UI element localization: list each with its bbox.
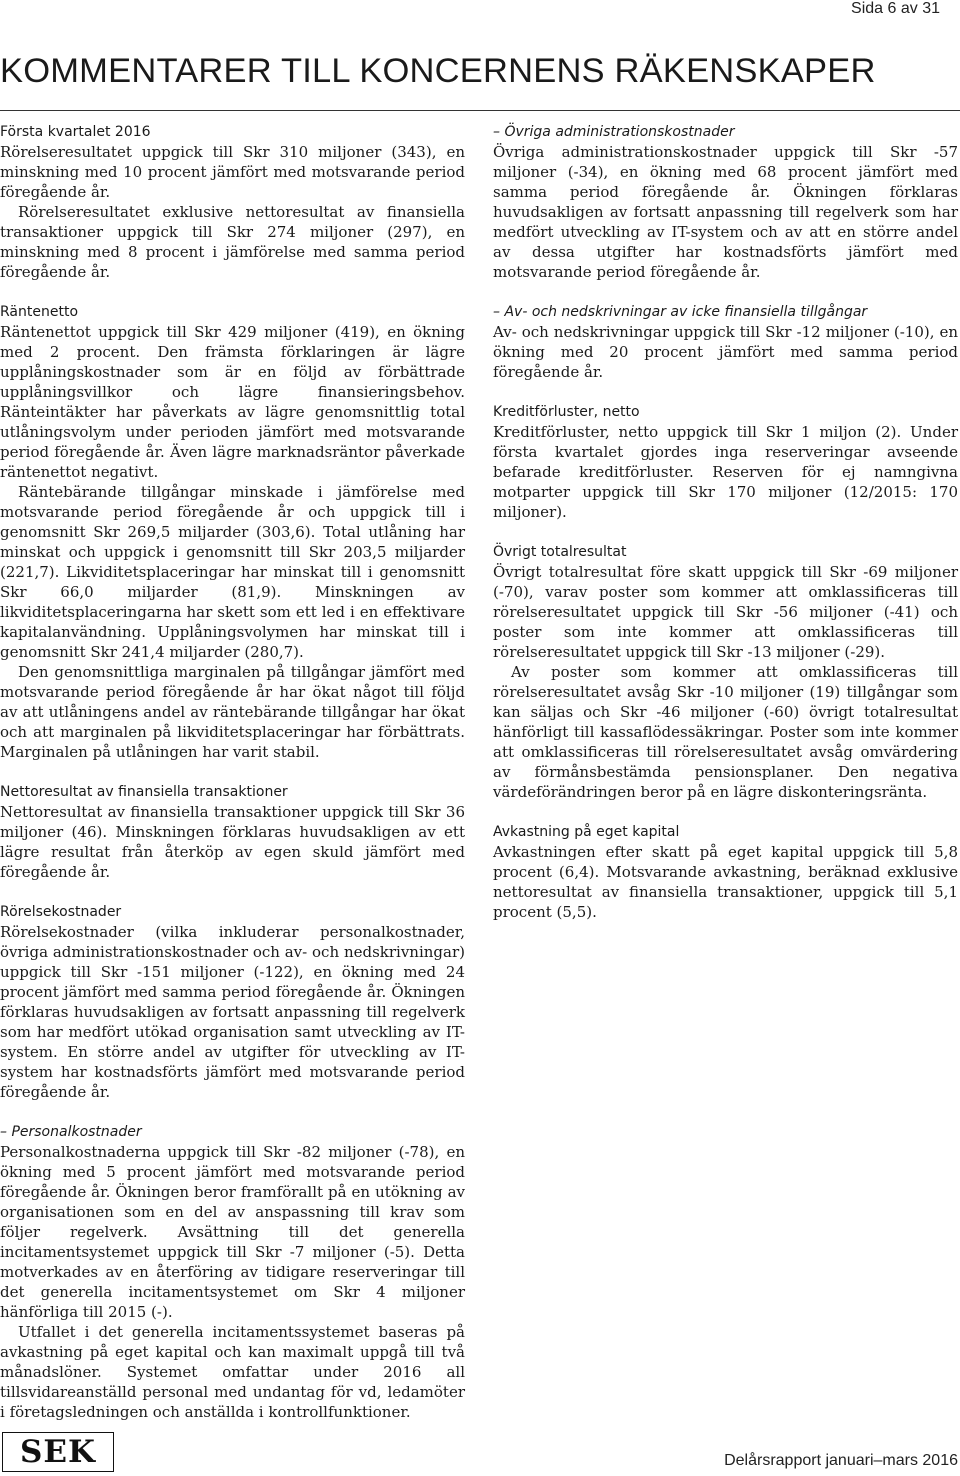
report-title: Delårsrapport januari–mars 2016 [724,1452,958,1469]
section-heading: Rörelsekostnader [0,904,122,920]
left-column [0,122,465,1422]
logo-text: SEK [20,1434,96,1470]
section-other-comprehensive-income [493,542,958,802]
paragraph: Av poster som kommer att omklassificeras till rörelseresultatet avsåg Skr -10 miljoner (19) tillgångar som kan säljas och Skr -46 miljoner (-60) övrigt totalresultat hänförligt till kassaflödessäkringar. Poster som inte kommer att omklassificeras till rörelseresultatet avsåg omvärdering av förmånsbestämda pensionsplaner. Den negativa värdeförändringen beror på en lägre diskonteringsränta. [493,663,958,801]
page-number: Sida 6 av 31 [851,0,940,17]
paragraph: Räntenettot uppgick till Skr 429 miljoner (419), en ökning med 2 procent. Den främsta förklaringen är lägre upplåningskostnader som är en följd av förbättrade upplåningsvillkor och lägre finansieringsbehov. Ränteintäkter har påverkats av lägre genomsnittlig total utlåningsvolym under perioden jämfört med motsvarande period föregående år. Även lägre marknadsräntor påverkade räntenettot negativt. [0,323,465,481]
paragraph: Övriga administrationskostnader uppgick till Skr -57 miljoner (-34), en ökning med 68 procent jämfört med samma period föregående år. Ökningen förklaras huvudsakligen av fortsatt anpassning till regelverk som har medfört utveckling av IT-system och av att en större andel av dessa utgifter har kostnadsförts jämfört med motsvarande period föregående år. [493,143,958,281]
section-personnel-expenses [0,1122,465,1422]
section-return-on-equity [493,822,958,922]
section-subheading: – Personalkostnader [0,1124,142,1140]
section-subheading: – Av- och nedskrivningar av icke finansiella tillgångar [493,304,868,320]
page-title: KOMMENTARER TILL KONCERNENS RÄKENSKAPER [0,52,876,90]
paragraph: Rörelseresultatet exklusive nettoresultat av finansiella transaktioner uppgick till Skr 274 miljoner (297), en minskning med 8 procent i jämförelse med samma period föregående år. [0,203,465,281]
section-net-interest [0,302,465,762]
paragraph: Nettoresultat av finansiella transaktioner uppgick till Skr 36 miljoner (46). Minskningen förklaras huvudsakligen av ett lägre resultat från återköp av egen skuld jämfört med föregående år. [0,803,465,881]
paragraph: Utfallet i det generella incitamentssystemet baseras på avkastning på eget kapital och kan maximalt uppgå till två månadslöner. Systemet omfattar under 2016 all tillsvidareanställd personal med undantag för vd, ledamöter i företagsledningen och anställda i kontrollfunktioner. [0,1323,465,1421]
section-credit-losses [493,402,958,522]
paragraph: Övrigt totalresultat före skatt uppgick till Skr -69 miljoner (-70), varav poster som kommer att omklassificeras till rörelseresultatet uppgick till Skr -56 miljoner (-41) och poster som inte kommer att omklassificeras till rörelseresultatet uppgick till Skr -13 miljoner (-29). [493,563,958,661]
paragraph: Rörelsekostnader (vilka inkluderar personalkostnader, övriga administrationskostnader och av- och nedskrivningar) uppgick till Skr -151 miljoner (-122), en ökning med 24 procent jämfört med samma period föregående år. Ökningen förklaras huvudsakligen av fortsatt anpassning till regelverk som har medfört utökad organisation samt utveckling av IT-system. En större andel av utgifter för utveckling av IT-system har kostnadsförts jämfört med motsvarande period föregående år. [0,923,465,1101]
section-depreciation [493,302,958,382]
section-operating-expenses [0,902,465,1102]
section-heading: Avkastning på eget kapital [493,824,680,840]
sek-logo [2,1432,114,1472]
paragraph: Rörelseresultatet uppgick till Skr 310 miljoner (343), en minskning med 10 procent jämfört med motsvarande period föregående år. [0,143,465,201]
paragraph: Den genomsnittliga marginalen på tillgångar jämfört med motsvarande period föregående år har ökat något till följd av att utlåningens andel av räntebärande tillgångar har ökat och att marginalen på likviditetsplaceringar har förbättrats. Marginalen på utlåningen har varit stabil. [0,663,465,761]
section-subheading: – Övriga administrationskostnader [493,124,735,140]
section-first-quarter [0,122,465,282]
paragraph: Avkastningen efter skatt på eget kapital uppgick till 5,8 procent (6,4). Motsvarande avkastning, beräknad exklusive nettoresultat av finansiella transaktioner, uppgick till 5,1 procent (5,5). [493,843,958,921]
section-heading: Övrigt totalresultat [493,544,627,560]
paragraph: Kreditförluster, netto uppgick till Skr 1 miljon (2). Under första kvartalet gjordes inga reserveringar avseende befarade kreditförluster. Reserven för ej namngivna motparter uppgick till Skr 170 miljoner (12/2015: 170 miljoner). [493,423,958,521]
section-heading: Kreditförluster, netto [493,404,640,420]
paragraph: Av- och nedskrivningar uppgick till Skr -12 miljoner (-10), en ökning med 20 procent jämfört med samma period föregående år. [493,323,958,381]
section-financial-transactions [0,782,465,882]
section-heading: Första kvartalet 2016 [0,124,151,140]
paragraph: Personalkostnaderna uppgick till Skr -82 miljoner (-78), en ökning med 5 procent jämfört med motsvarande period föregående år. Ökningen beror framförallt på en utökning av organisationen som en del av anspassning till krav som följer regelverk. Avsättning till det generella incitamentsystemet uppgick till Skr -7 miljoner (-5). Detta motverkades av en återföring av tidigare reserveringar till det generella incitamentsystemet om Skr 4 miljoner hänförliga till 2015 (-). [0,1143,465,1321]
section-other-admin [493,122,958,282]
section-heading: Nettoresultat av finansiella transaktioner [0,784,288,800]
title-divider [0,110,960,111]
section-heading: Räntenetto [0,304,79,320]
paragraph: Räntebärande tillgångar minskade i jämförelse med motsvarande period föregående år och uppgick till i genomsnitt Skr 269,5 miljarder (303,6). Total utlåning har minskat och uppgick i genomsnitt till Skr 203,5 miljarder (221,7). Likviditetsplaceringar har minskat till i genomsnitt Skr 66,0 miljarder (81,9). Minskningen av likviditetsplaceringarna har skett som ett led i en effektivare kapitalanvändning. Upplåningsvolymen har minskat till i genomsnitt Skr 241,4 miljarder (280,7). [0,483,465,661]
right-column [493,122,958,922]
